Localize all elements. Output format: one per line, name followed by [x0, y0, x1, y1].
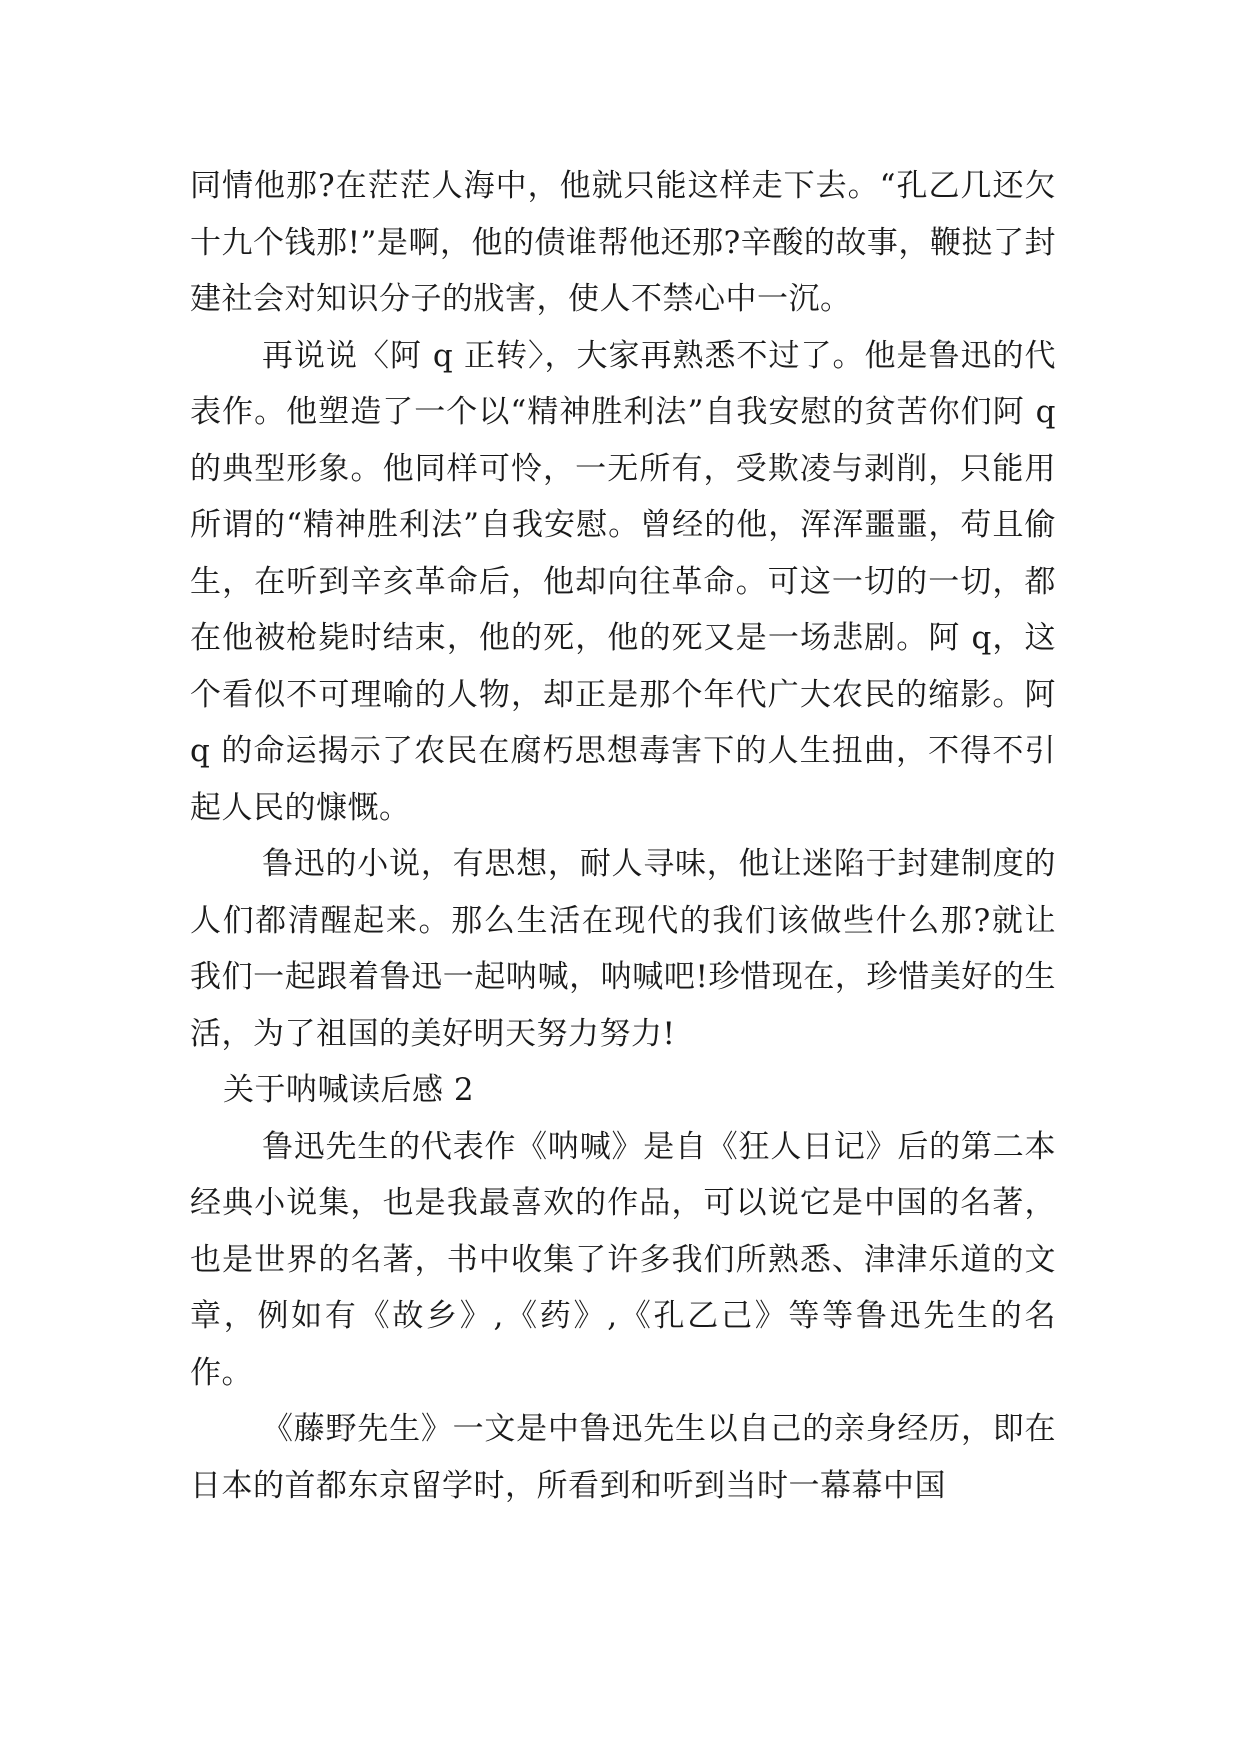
paragraph-continuation: 同情他那?在茫茫人海中，他就只能这样走下去。“孔乙几还欠十九个钱那!”是啊，他的债谁帮他还那?辛酸的故事，鞭挞了封建社会对知识分子的戕害，使人不禁心中一沉。: [190, 168, 1056, 317]
document-page: [190, 158, 1056, 1514]
paragraph-nahan-intro: 鲁迅先生的代表作《呐喊》是自《狂人日记》后的第二本经典小说集，也是我最喜欢的作品，可以说它是中国的名著，也是世界的名著，书中收集了许多我们所熟悉、津津乐道的文章，例如有《故乡》,《药》,《孔乙己》等等鲁迅先生的名作。: [190, 1128, 1056, 1391]
paragraph-lu-xun-novels: 鲁迅的小说，有思想，耐人寻味，他让迷陷于封建制度的人们都清醒起来。那么生活在现代的我们该做些什么那?就让我们一起跟着鲁迅一起呐喊，呐喊吧!珍惜现在，珍惜美好的生活，为了祖国的美好明天努力努力!: [190, 846, 1056, 1052]
paragraph-a-q: 再说说〈阿 q 正转〉，大家再熟悉不过了。他是鲁迅的代表作。他塑造了一个以“精神胜利法”自我安慰的贫苦你们阿 q 的典型形象。他同样可怜，一无所有，受欺凌与剥削，只能用所谓的“精神胜利法”自我安慰。曾经的他，浑浑噩噩，苟且偷生，在听到辛亥革命后，他却向往革命。可这一切的一切，都在他被枪毙时结束，他的死，他的死又是一场悲剧。阿 q，这个看似不可理喻的人物，却正是那个年代广大农民的缩影。阿 q 的命运揭示了农民在腐朽思想毒害下的人生扭曲，不得不引起人民的慷慨。: [190, 337, 1056, 826]
paragraph-fujino: 《藤野先生》一文是中鲁迅先生以自己的亲身经历，即在日本的首都东京留学时，所看到和听到当时一幕幕中国: [190, 1411, 1056, 1504]
section-heading: 关于呐喊读后感 2: [223, 1072, 475, 1108]
